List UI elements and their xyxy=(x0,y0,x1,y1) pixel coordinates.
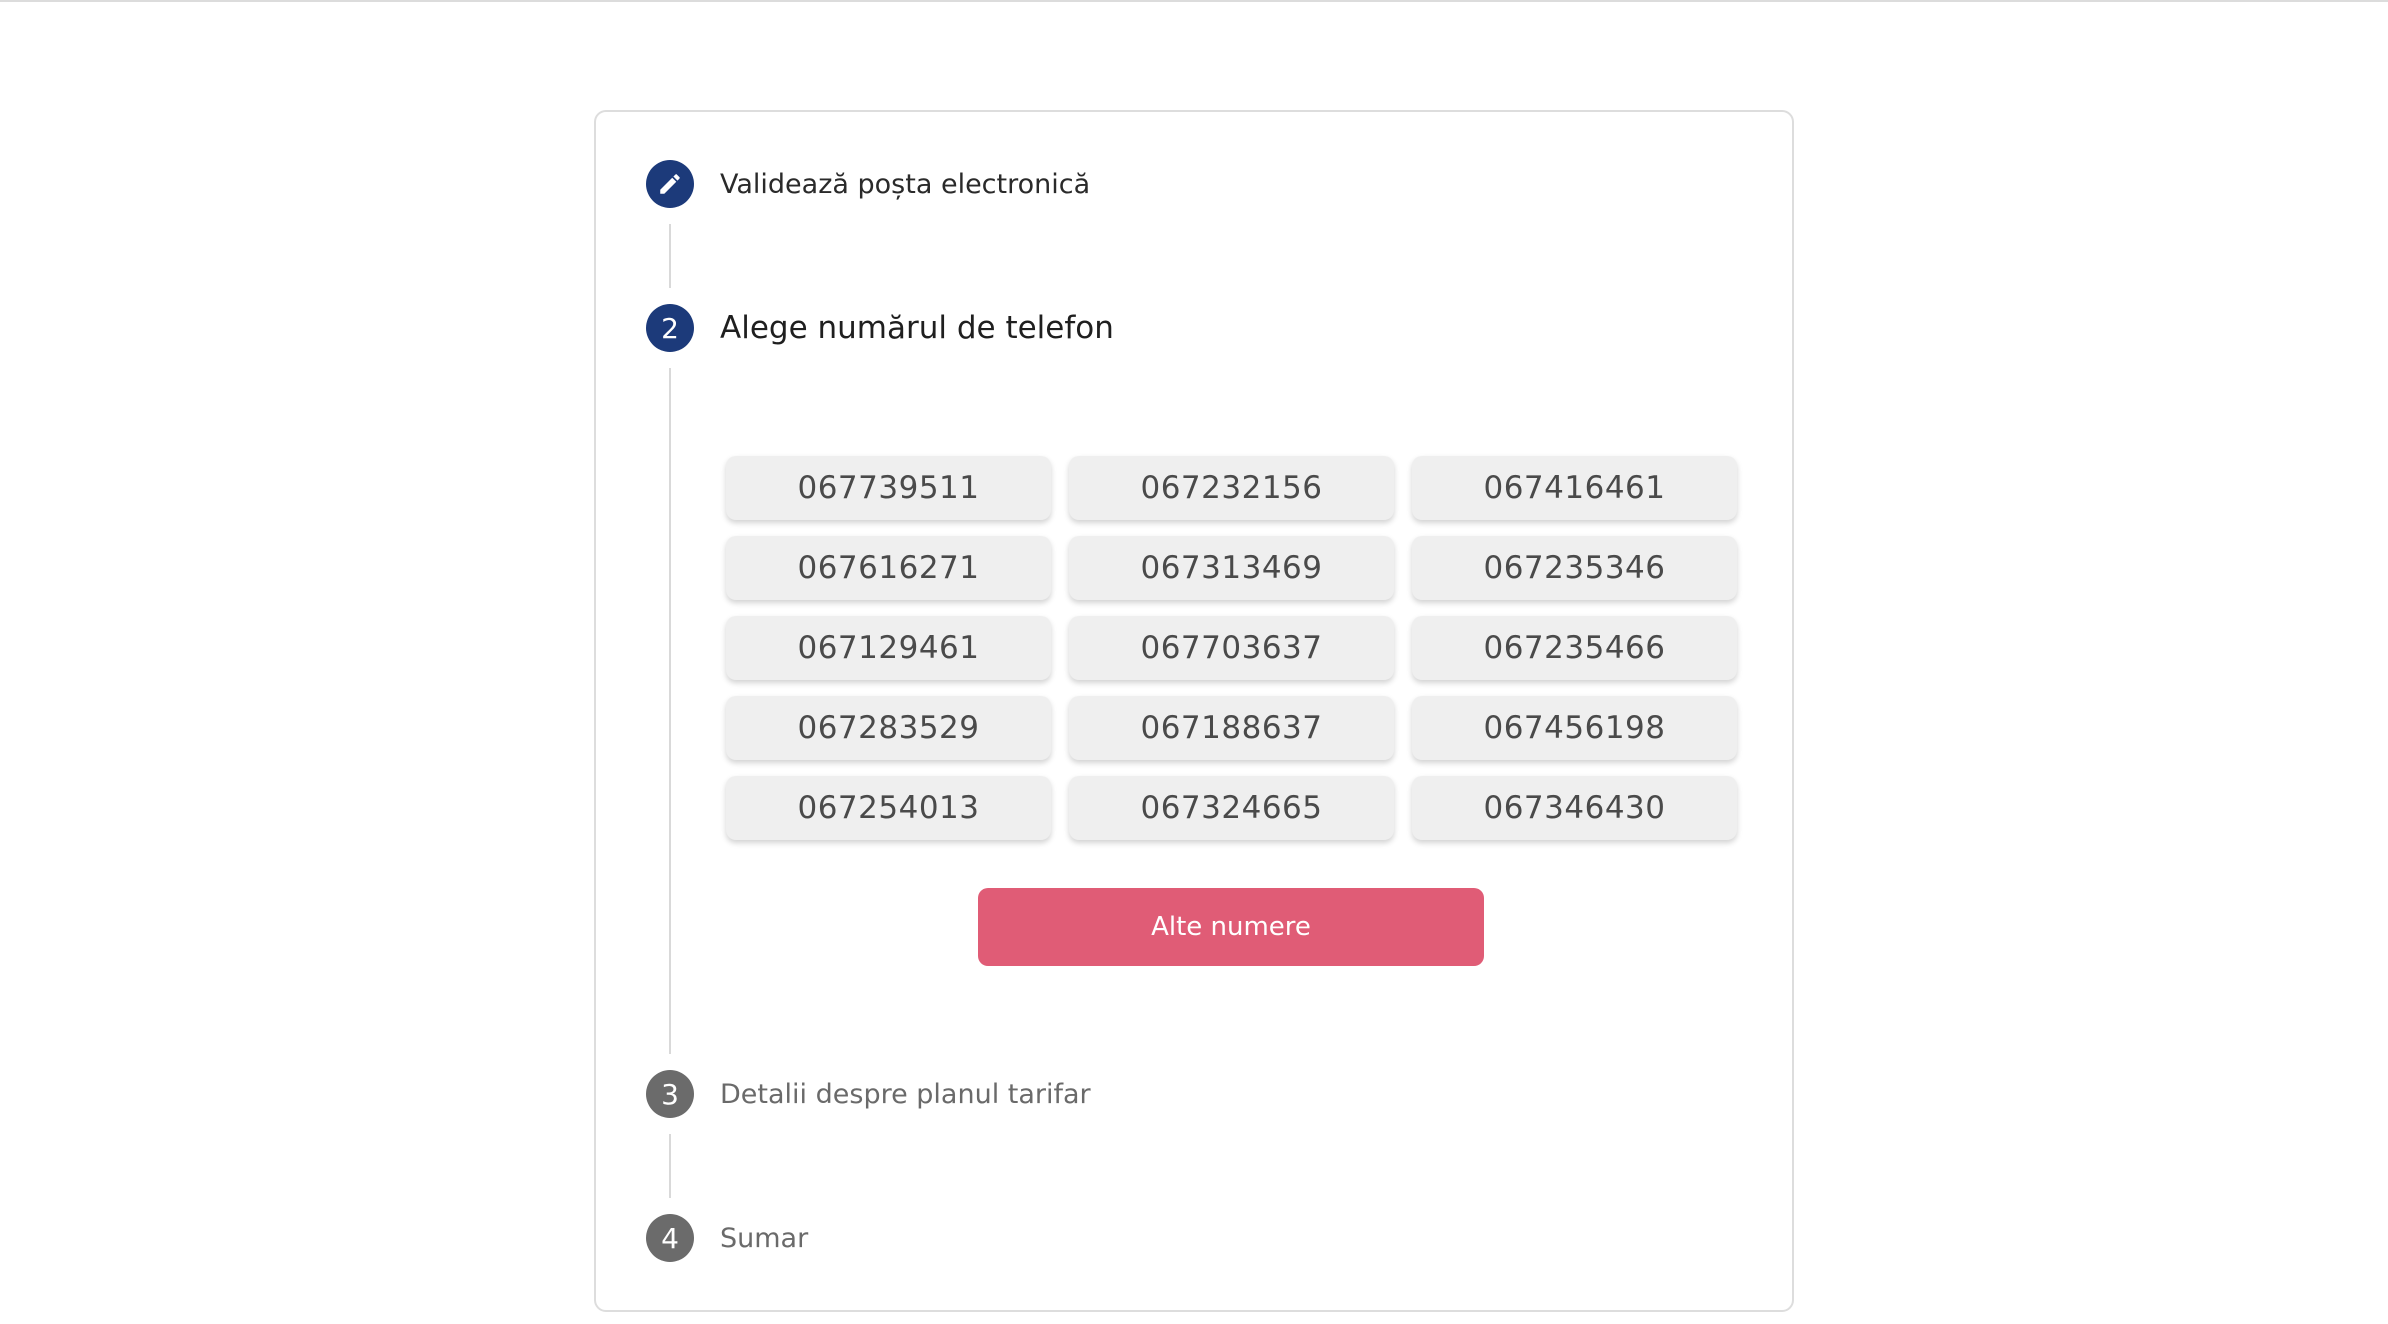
phone-number-option[interactable]: 067129461 xyxy=(726,616,1051,680)
stepper-card xyxy=(594,110,1794,1312)
step-4-number: 4 xyxy=(661,1221,679,1255)
step-2-number: 2 xyxy=(661,311,679,345)
phone-number-option[interactable]: 067739511 xyxy=(726,456,1051,520)
phone-number-option[interactable]: 067456198 xyxy=(1412,696,1737,760)
step-summary[interactable] xyxy=(646,1214,808,1262)
step-validate-email[interactable] xyxy=(646,160,1090,208)
step-1-indicator xyxy=(646,160,694,208)
phone-number-option[interactable]: 067235346 xyxy=(1412,536,1737,600)
phone-number-option[interactable]: 067346430 xyxy=(1412,776,1737,840)
step-1-label: Validează poșta electronică xyxy=(720,168,1091,200)
phone-number-option[interactable]: 067232156 xyxy=(1069,456,1394,520)
phone-number-option[interactable]: 067313469 xyxy=(1069,536,1394,600)
step-3-indicator xyxy=(646,1070,694,1118)
more-numbers-button[interactable]: Alte numere xyxy=(978,888,1484,966)
step-connector xyxy=(669,1134,671,1198)
phone-number-option[interactable]: 067283529 xyxy=(726,696,1051,760)
step-connector xyxy=(669,368,671,1054)
phone-number-option[interactable]: 067703637 xyxy=(1069,616,1394,680)
step-4-indicator xyxy=(646,1214,694,1262)
step-4-label: Sumar xyxy=(720,1222,809,1254)
step-tariff-details[interactable] xyxy=(646,1070,1091,1118)
phone-numbers-grid xyxy=(726,456,1737,840)
step-2-indicator xyxy=(646,304,694,352)
phone-number-option[interactable]: 067324665 xyxy=(1069,776,1394,840)
step-connector xyxy=(669,224,671,288)
step-2-label: Alege numărul de telefon xyxy=(720,310,1114,346)
phone-number-option[interactable]: 067416461 xyxy=(1412,456,1737,520)
phone-number-option[interactable]: 067235466 xyxy=(1412,616,1737,680)
phone-number-option[interactable]: 067188637 xyxy=(1069,696,1394,760)
step-3-number: 3 xyxy=(661,1077,679,1111)
step-3-label: Detalii despre planul tarifar xyxy=(720,1078,1091,1110)
step-choose-phone[interactable] xyxy=(646,304,1114,352)
phone-number-option[interactable]: 067616271 xyxy=(726,536,1051,600)
phone-number-option[interactable]: 067254013 xyxy=(726,776,1051,840)
pencil-icon xyxy=(657,171,683,197)
